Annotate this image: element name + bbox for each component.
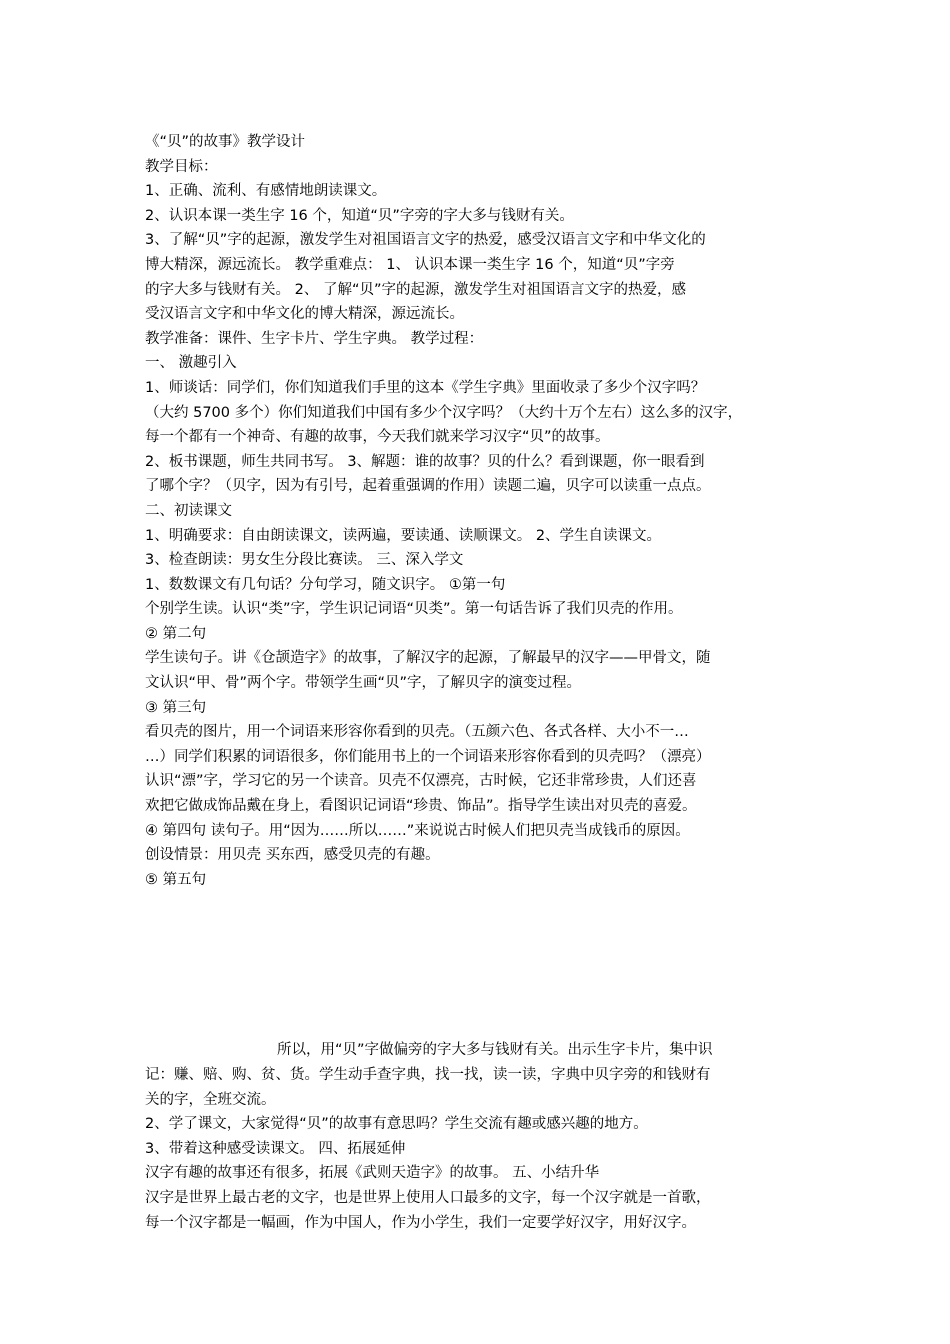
document-line: 关的字，全班交流。 (145, 1091, 276, 1108)
document-line: 2、学了课文，大家觉得“贝”的故事有意思吗？学生交流有趣或感兴趣的地方。 (145, 1116, 648, 1133)
document-line: （大约 5700 多个）你们知道我们中国有多少个汉字吗？（大约十万个左右）这么多的汉字， (145, 404, 743, 421)
document-line: 教学准备：课件、生字卡片、学生字典。 教学过程： (145, 330, 484, 347)
document-line: 博大精深，源远流长。 教学重难点： 1、 认识本课一类生字 16 个，知道“贝”字旁 (145, 256, 675, 273)
document-line: 2、认识本课一类生字 16 个，知道“贝”字旁的字大多与钱财有关。 (145, 207, 574, 224)
document-line: 《“贝”的故事》教学设计 (145, 134, 306, 150)
document-line: 每一个都有一个神奇、有趣的故事，今天我们就来学习汉字“贝”的故事。 (145, 429, 610, 446)
document-line: 所以，用“贝”字做偏旁的字大多与钱财有关。出示生字卡片，集中识 (277, 1042, 713, 1059)
document-line: …）同学们积累的词语很多，你们能用书上的一个词语来形容你看到的贝壳吗？（漂亮） (145, 748, 711, 765)
document-line: 文认识“甲、骨”两个字。带领学生画“贝”字，了解贝字的演变过程。 (145, 675, 582, 692)
document-line: 二、初读课文 (145, 502, 232, 519)
document-line: 1、正确、流利、有感情地朗读课文。 (145, 183, 387, 200)
document-line: 受汉语言文字和中华文化的博大精深，源远流长。 (145, 306, 464, 323)
document-line: 2、板书课题，师生共同书写。 3、解题：谁的故事？贝的什么？看到课题，你一眼看到 (145, 453, 705, 470)
document-line: ⑤ 第五句 (145, 871, 207, 888)
document-line: 个别学生读。认识“类”字，学生识记词语“贝类”。第一句话告诉了我们贝壳的作用。 (145, 601, 683, 618)
document-line: 3、了解“贝”字的起源，激发学生对祖国语言文字的热爱，感受汉语言文字和中华文化的 (145, 232, 706, 249)
document-line: 每一个汉字都是一幅画，作为中国人，作为小学生，我们一定要学好汉字，用好汉字。 (145, 1214, 696, 1231)
document-line: 3、检查朗读：男女生分段比赛读。 三、深入学文 (145, 552, 464, 569)
document-line: 1、明确要求：自由朗读课文，读两遍，要读通、读顺课文。 2、学生自读课文。 (145, 527, 662, 544)
document-line: ② 第二句 (145, 625, 207, 642)
document-line: ④ 第四句 读句子。用“因为……所以……”来说说古时候人们把贝壳当成钱币的原因。 (145, 822, 690, 839)
document-line: 了哪个字？（贝字，因为有引号，起着重强调的作用）读题二遍，贝字可以读重一点点。 (145, 478, 711, 495)
document-line: 汉字有趣的故事还有很多，拓展《武则天造字》的故事。 五、小结升华 (145, 1165, 600, 1182)
document-section-bottom (145, 1038, 815, 1235)
document-line: 教学目标： (145, 158, 218, 175)
document-line: 欢把它做成饰品戴在身上，看图识记词语“珍贵、饰品”。指导学生读出对贝壳的喜爱。 (145, 798, 697, 815)
document-line: 1、师谈话：同学们，你们知道我们手里的这本《学生字典》里面收录了多少个汉字吗？ (145, 379, 706, 396)
document-line: 认识“漂”字，学习它的另一个读音。贝壳不仅漂亮，古时候，它还非常珍贵，人们还喜 (145, 773, 697, 790)
document-section-top (145, 130, 815, 892)
document-line: 一、 激趣引入 (145, 355, 237, 372)
document-body (145, 130, 815, 1235)
document-line: 创设情景：用贝壳 买东西，感受贝壳的有趣。 (145, 847, 440, 864)
document-line: 1、数数课文有几句话？分句学习，随文识字。 ①第一句 (145, 576, 506, 593)
document-line: 看贝壳的图片，用一个词语来形容你看到的贝壳。（五颜六色、各式各样、大小不一… (145, 724, 689, 741)
document-line: 学生读句子。讲《仓颉造字》的故事，了解汉字的起源，了解最早的汉字——甲骨文，随 (145, 650, 711, 667)
document-line: 3、带着这种感受读课文。 四、拓展延伸 (145, 1140, 406, 1157)
document-line: 记：赚、赔、购、贫、货。学生动手查字典，找一找，读一读，字典中贝字旁的和钱财有 (145, 1067, 711, 1083)
document-line: ③ 第三句 (145, 699, 207, 716)
blank-gap (145, 892, 815, 1038)
document-line: 的字大多与钱财有关。 2、 了解“贝”字的起源，激发学生对祖国语言文字的热爱，感 (145, 281, 686, 298)
document-line: 汉字是世界上最古老的文字，也是世界上使用人口最多的文字，每一个汉字就是一首歌， (145, 1189, 711, 1206)
